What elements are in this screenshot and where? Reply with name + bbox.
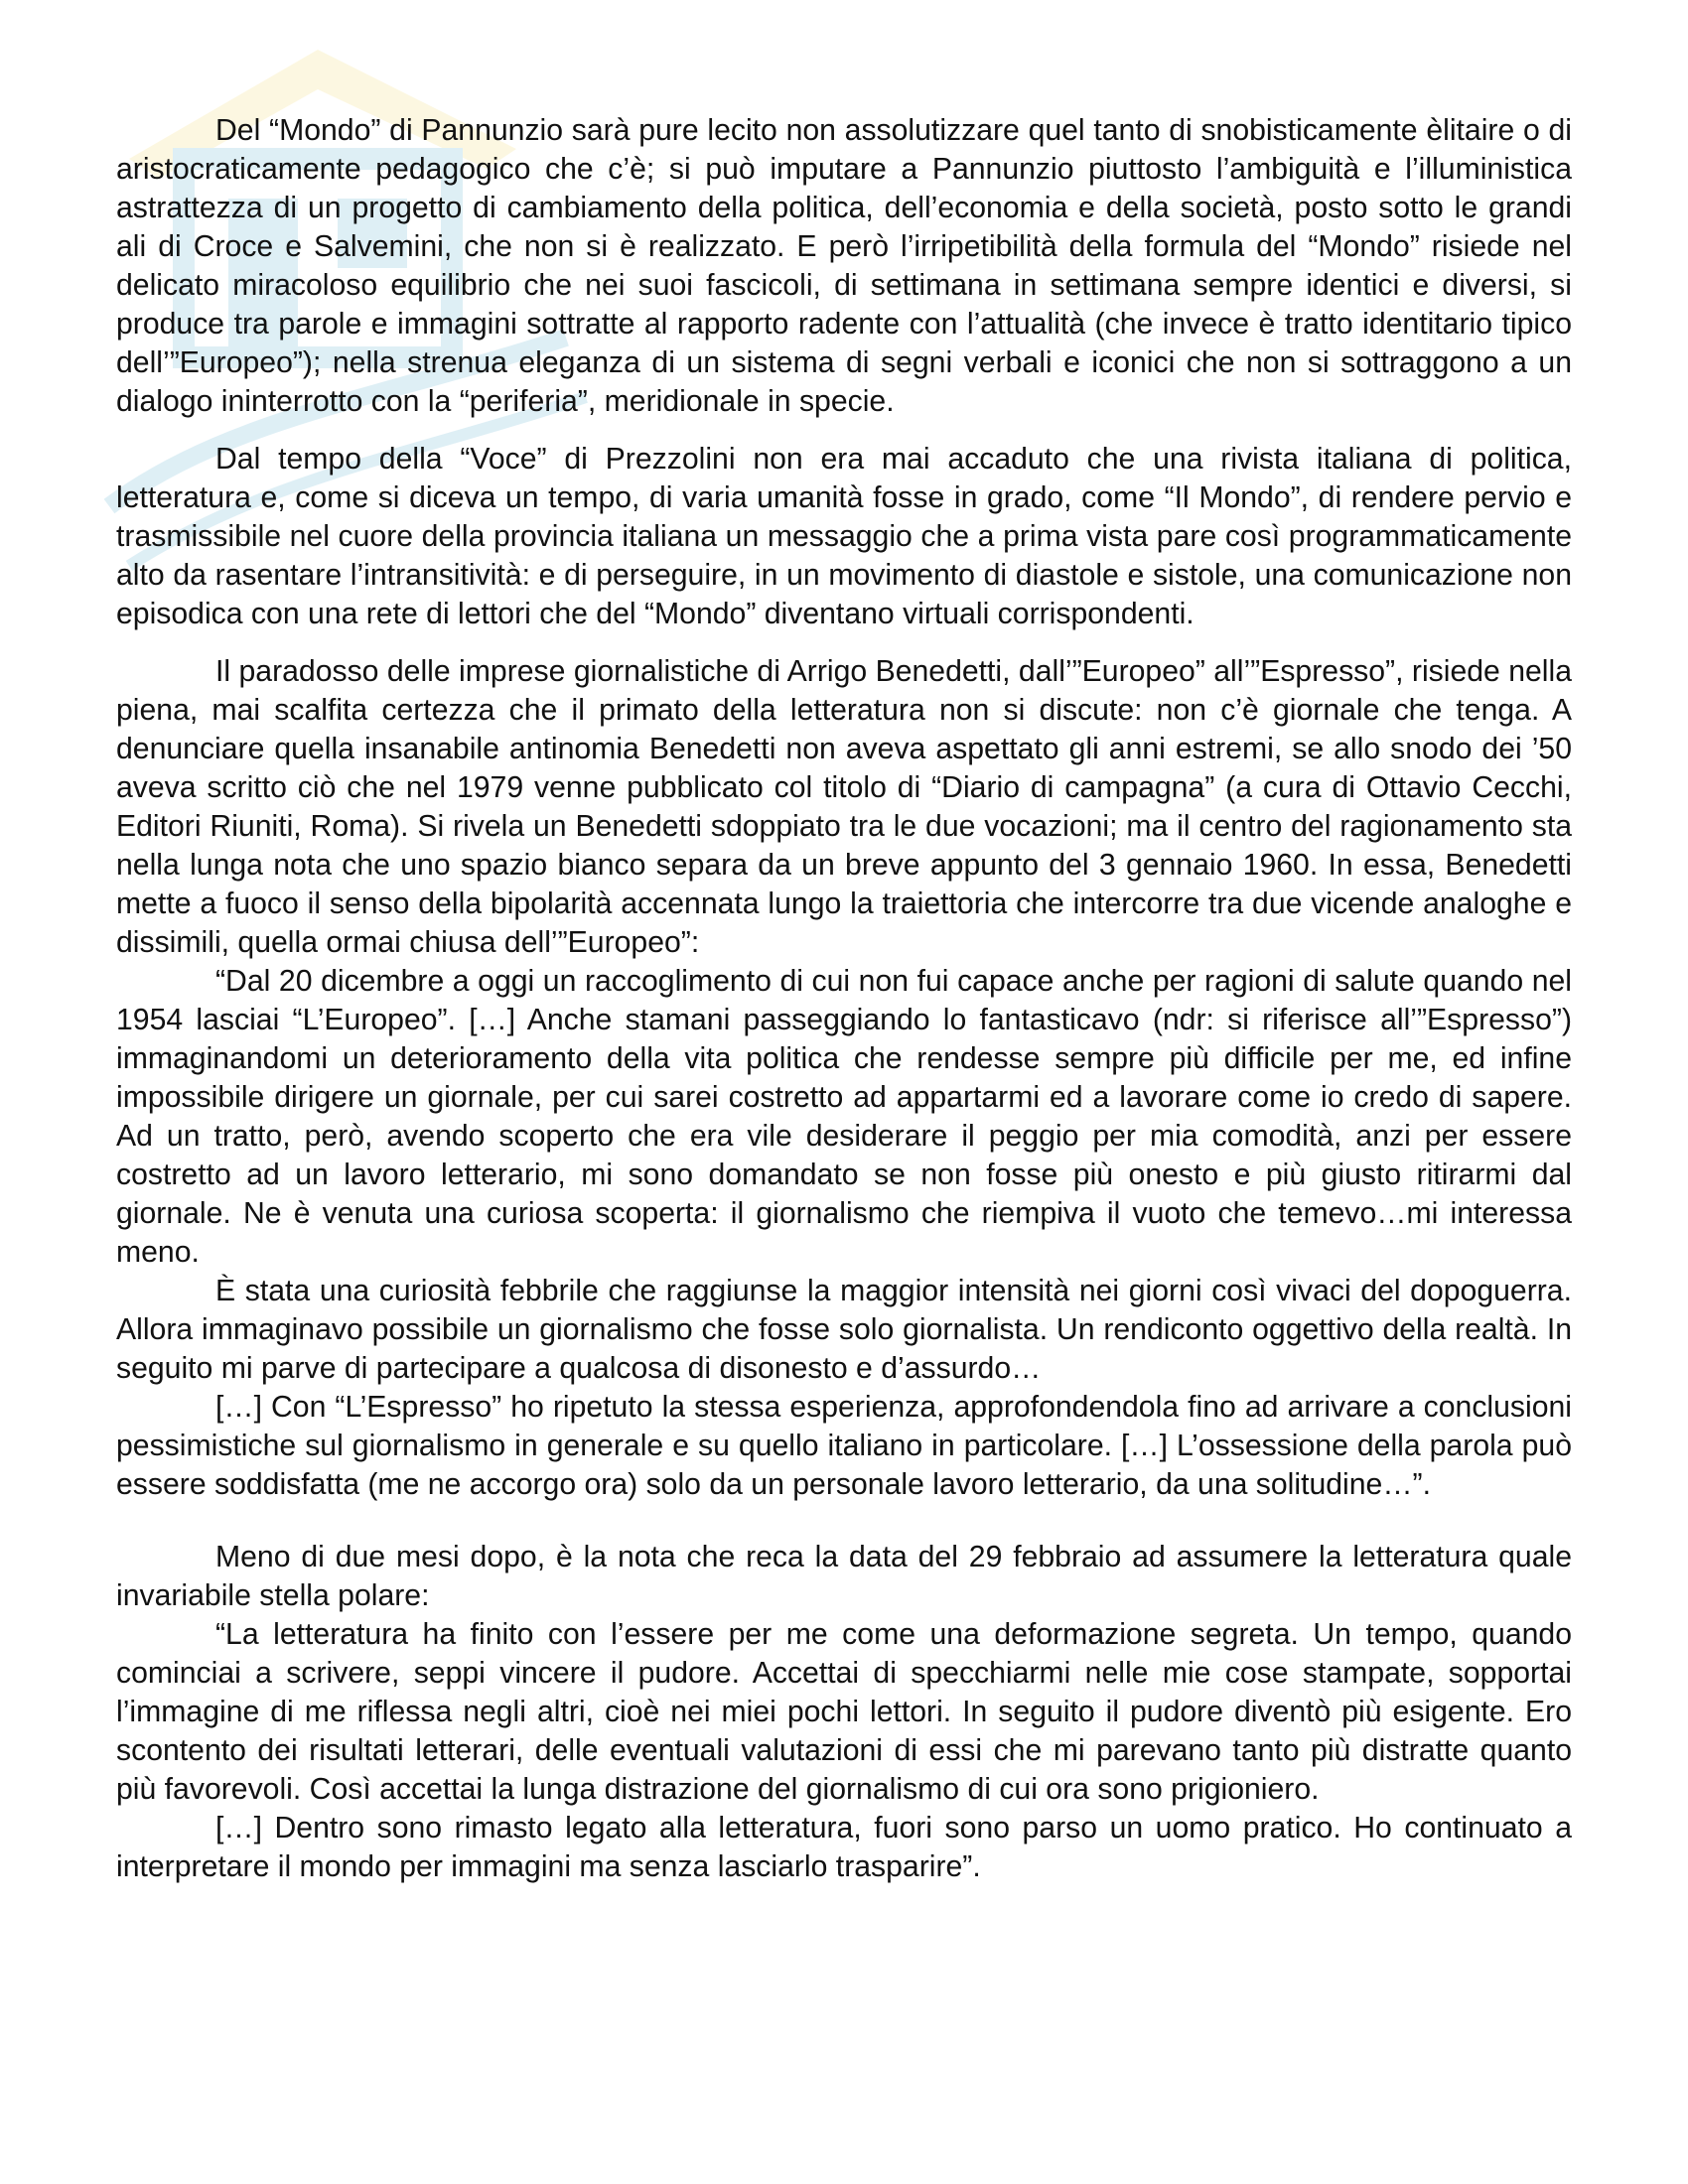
quote-paragraph: È stata una curiosità febbrile che raggiunse la maggior intensità nei giorni così vivaci del dopoguerra. Allora immaginavo possibile un giornalismo che fosse solo giornalista. Un rendiconto oggettivo della realtà. In seguito mi parve di partecipare a qualcosa di disonesto e d’assurdo… bbox=[116, 1275, 1572, 1385]
paragraph: Del “Mondo” di Pannunzio sarà pure lecito non assolutizzare quel tanto di snobisticamente èlitaire o di aristocraticamente pedagogico che c’è; si può imputare a Pannunzio piuttosto l’ambiguità e l’illuministica astrattezza di un progetto di cambiamento della politica, dell’economia e della società, posto sotto le grandi ali di Croce e Salvemini, che non si è realizzato. E però l’irripetibilità della formula del “Mondo” risiede nel delicato miracoloso equilibrio che nei suoi fascicoli, di settimana in settimana sempre identici e diversi, si produce tra parole e immagini sottratte al rapporto radente con l’attualità (che invece è tratto identitario tipico dell’”Europeo”); nella strenua eleganza di un sistema di segni verbali e iconici che non si sottraggono a un dialogo ininterrotto con la “periferia”, meridionale in specie. bbox=[116, 114, 1572, 418]
quote-paragraph: “La letteratura ha finito con l’essere per me come una deformazione segreta. Un tempo, quando cominciai a scrivere, seppi vincere il pudore. Accettai di specchiarmi nelle mie cose stampate, sopportai l’immagine di me riflessa negli altri, cioè nei miei pochi lettori. In seguito il pudore diventò più esigente. Ero scontento dei risultati letterari, delle eventuali valutazioni di essi che mi parevano tanto più distratte quanto più favorevoli. Così accettai la lunga distrazione del giornalismo di cui ora sono prigioniero. bbox=[116, 1618, 1572, 1806]
quote-paragraph: “Dal 20 dicembre a oggi un raccoglimento di cui non fui capace anche per ragioni di salute quando nel 1954 lasciai “L’Europeo”. […] Anche stamani passeggiando lo fantasticavo (ndr: si riferisce all’”Espresso”) immaginandomi un deterioramento della vita politica che rendesse sempre più difficile per me, ed infine impossibile dirigere un giornale, per cui sarei costretto ad appartarmi ed a lavorare come io credo di sapere. Ad un tratto, però, avendo scoperto che era vile desiderare il peggio per mia comodità, anzi per essere costretto ad un lavoro letterario, mi sono domandato se non fosse più onesto e più giusto ritirarmi dal giornale. Ne è venuta una curiosa scoperta: il giornalismo che riempiva il vuoto che temevo…mi interessa meno. bbox=[116, 965, 1572, 1269]
paragraph: Dal tempo della “Voce” di Prezzolini non era mai accaduto che una rivista italiana di politica, letteratura e, come si diceva un tempo, di varia umanità fosse in grado, come “Il Mondo”, di rendere pervio e trasmissibile nel cuore della provincia italiana un messaggio che a prima vista pare così programmaticamente alto da rasentare l’intransitività: e di perseguire, in un movimento di diastole e sistole, una comunicazione non episodica con una rete di lettori che del “Mondo” diventano virtuali corrispondenti. bbox=[116, 443, 1572, 630]
paragraph: Il paradosso delle imprese giornalistiche di Arrigo Benedetti, dall’”Europeo” all’”Espresso”, risiede nella piena, mai scalfita certezza che il primato della letteratura non si discute: non c’è giornale che tenga. A denunciare quella insanabile antinomia Benedetti non aveva aspettato gli anni estremi, se allo snodo dei ’50 aveva scritto ciò che nel 1979 venne pubblicato col titolo di “Diario di campagna” (a cura di Ottavio Cecchi, Editori Riuniti, Roma). Si rivela un Benedetti sdoppiato tra le due vocazioni; ma il centro del ragionamento sta nella lunga nota che uno spazio bianco separa da un breve appunto del 3 gennaio 1960. In essa, Benedetti mette a fuoco il senso della bipolarità accennata lungo la traiettoria che intercorre tra due vicende analoghe e dissimili, quella ormai chiusa dell’”Europeo”: bbox=[116, 655, 1572, 959]
paragraph: Meno di due mesi dopo, è la nota che reca la data del 29 febbraio ad assumere la letteratura quale invariabile stella polare: bbox=[116, 1541, 1572, 1612]
quote-paragraph: […] Dentro sono rimasto legato alla letteratura, fuori sono parso un uomo pratico. Ho continuato a interpretare il mondo per immagini ma senza lasciarlo trasparire”. bbox=[116, 1812, 1572, 1883]
document-body bbox=[116, 111, 1572, 1886]
quote-paragraph: […] Con “L’Espresso” ho ripetuto la stessa esperienza, approfondendola fino ad arrivare a conclusioni pessimistiche sul giornalismo in generale e su quello italiano in particolare. […] L’ossessione della parola può essere soddisfatta (me ne accorgo ora) solo da un personale lavoro letterario, da una solitudine…”. bbox=[116, 1391, 1572, 1501]
